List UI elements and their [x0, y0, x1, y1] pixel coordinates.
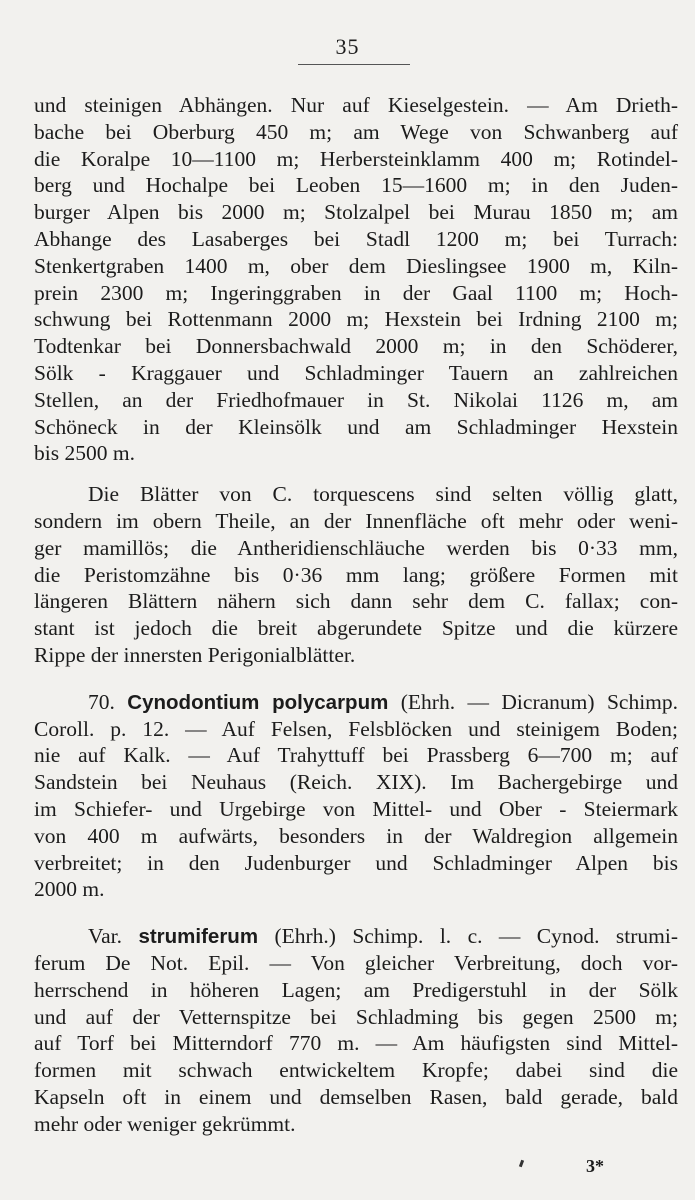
species-heading-line: [34, 689, 678, 716]
text-line: Kapseln oft in einem und demselben Rasen, bald gerade, bald: [34, 1084, 678, 1109]
header-rule: [298, 64, 410, 65]
text-line: verbreitet; in den Judenburger und Schladminger Alpen bis: [34, 850, 678, 875]
text-line: die Peristomzähne bis 0·36 mm lang; größere Formen mit: [34, 562, 678, 587]
text-line: bache bei Oberburg 450 m; am Wege von Schwanberg auf: [34, 119, 678, 144]
text-line: 2000 m.: [34, 877, 105, 902]
text-line: Rippe der innersten Perigonialblätter.: [34, 642, 356, 667]
text-line: berg und Hochalpe bei Leoben 15—1600 m; in den Juden-: [34, 173, 678, 198]
text-line: nie auf Kalk. — Auf Trahyttuff bei Prassberg 6—700 m; auf: [34, 743, 678, 768]
text-line: sondern im obern Theile, an der Innenfläche oft mehr oder weni-: [34, 508, 678, 533]
text-line: prein 2300 m; Ingeringgraben in der Gaal 1100 m; Hoch-: [34, 280, 678, 305]
text-line: längeren Blättern nähern sich dann sehr dem C. fallax; con-: [34, 589, 678, 614]
text-line: Stellen, an der Friedhofmauer in St. Nikolai 1126 m, am: [34, 387, 678, 412]
variety-name: strumiferum: [138, 925, 259, 949]
page-number: 35: [335, 34, 360, 59]
species-authority: (Ehrh. — Dicranum) Schimp.: [400, 689, 679, 714]
text-line: und auf der Vetternspitze bei Schladming bis gegen 2500 m;: [34, 1004, 678, 1029]
text-line: Stenkertgraben 1400 m, ober dem Dieslingsee 1900 m, Kiln-: [34, 253, 678, 278]
ink-mark: [519, 1160, 524, 1168]
text-line: die Koralpe 10—1100 m; Herbersteinklamm 400 m; Rotindel-: [34, 146, 678, 171]
variety-prefix: Var.: [88, 924, 123, 949]
text-line: mehr oder weniger gekrümmt.: [34, 1111, 296, 1136]
text-line: schwung bei Rottenmann 2000 m; Hexstein bei Irdning 2100 m;: [34, 307, 678, 332]
text-line: Die Blätter von C. torquescens sind selten völlig glatt,: [88, 482, 678, 507]
text-line: auf Torf bei Mitterndorf 770 m. — Am häufigsten sind Mittel-: [34, 1031, 678, 1056]
variety-heading-line: [34, 923, 678, 950]
text-line: Schöneck in der Kleinsölk und am Schladminger Hexstein: [34, 414, 678, 439]
page-body: [34, 92, 678, 1137]
text-line: Abhange des Lasaberges bei Stadl 1200 m; bei Turrach:: [34, 226, 678, 251]
text-line: formen mit schwach entwickeltem Kropfe; dabei sind die: [34, 1058, 678, 1083]
text-line: burger Alpen bis 2000 m; Stolzalpel bei Murau 1850 m; am: [34, 200, 678, 225]
text-line: und steinigen Abhängen. Nur auf Kieselgestein. — Am Drieth-: [34, 93, 678, 117]
text-line: Sandstein bei Neuhaus (Reich. XIX). Im Bachergebirge und: [34, 770, 678, 795]
text-line: ferum De Not. Epil. — Von gleicher Verbreitung, doch vor-: [34, 950, 678, 975]
text-line: Todtenkar bei Donnersbachwald 2000 m; in den Schöderer,: [34, 334, 678, 359]
text-line: Coroll. p. 12. — Auf Felsen, Felsblöcken und steinigem Boden;: [34, 716, 678, 741]
species-name: Cynodontium polycarpum: [127, 690, 389, 714]
text-line: im Schiefer- und Urgebirge von Mittel- und Ober - Steiermark: [34, 796, 678, 821]
text-line: herrschend in höheren Lagen; am Predigerstuhl in der Sölk: [34, 977, 678, 1002]
text-line: stant ist jedoch die breit abgerundete Spitze und die kürzere: [34, 616, 678, 641]
species-number: 70.: [88, 689, 115, 714]
variety-authority: (Ehrh.) Schimp. l. c. — Cynod. strumi-: [274, 924, 679, 949]
signature-mark: 3*: [586, 1156, 604, 1176]
text-line: von 400 m aufwärts, besonders in der Waldregion allgemein: [34, 823, 678, 848]
text-line: bis 2500 m.: [34, 441, 135, 466]
text-line: ger mamillös; die Antheridienschläuche werden bis 0·33 mm,: [34, 535, 678, 560]
text-line: Sölk - Kraggauer und Schladminger Tauern an zahlreichen: [34, 360, 678, 385]
